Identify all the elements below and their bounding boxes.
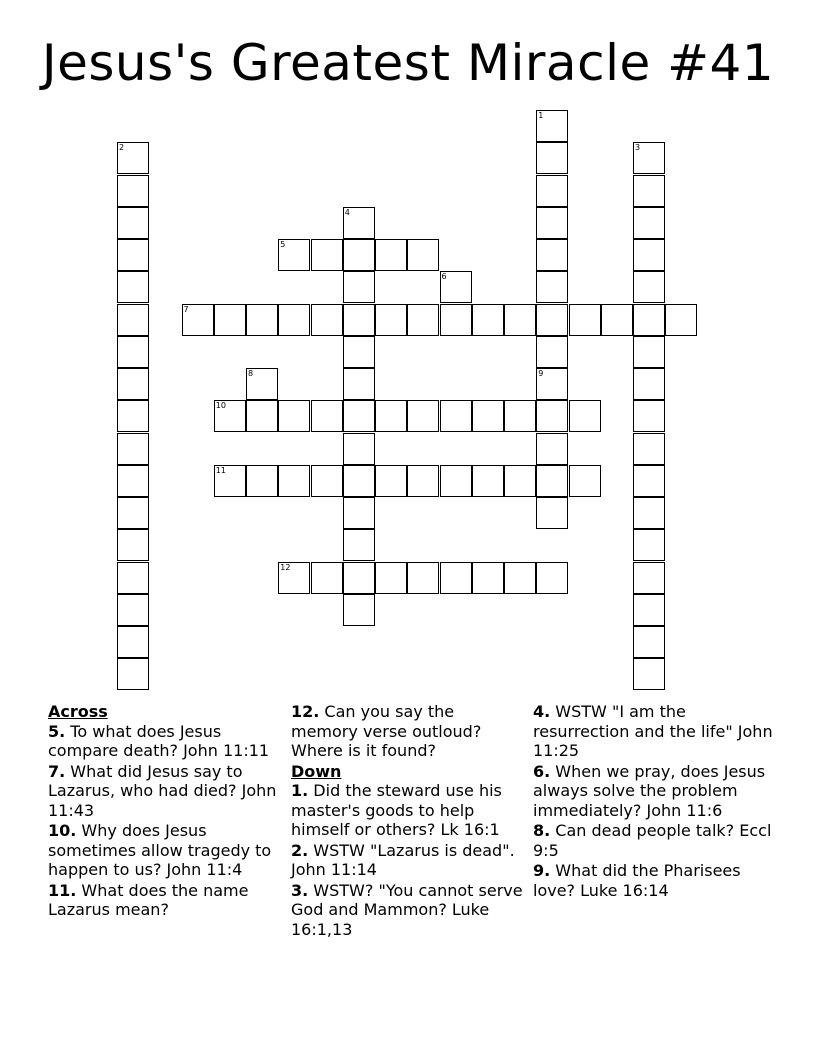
clues-column-2 (291, 702, 523, 940)
clue-item-text: What did Jesus say to Lazarus, who had died? John 11:43 (48, 761, 277, 820)
clue-item-number: 2. (291, 840, 309, 860)
clue-item (48, 881, 280, 920)
crossword-cell[interactable] (343, 207, 375, 239)
crossword-cell[interactable] (472, 562, 504, 594)
clue-item-number: 3. (291, 880, 309, 900)
clue-item-text: Can you say the memory verse outloud? Where is it found? (291, 702, 482, 760)
clue-item-text: Did the steward use his master's goods to help himself or others? Lk 16:1 (291, 781, 502, 839)
crossword-cell[interactable] (246, 465, 278, 497)
crossword-cell[interactable] (504, 562, 536, 594)
clue-item-text: To what does Jesus compare death? John 11:11 (48, 721, 270, 760)
crossword-cell[interactable] (343, 336, 375, 368)
crossword-cell[interactable] (117, 207, 149, 239)
crossword-cell[interactable] (343, 562, 375, 594)
clue-item (48, 762, 280, 821)
crossword-cell[interactable] (117, 368, 149, 400)
clue-number: 9 (538, 369, 544, 378)
crossword-cell[interactable] (633, 304, 665, 336)
crossword-cell[interactable] (278, 239, 310, 271)
crossword-cell[interactable] (246, 368, 278, 400)
crossword-cell[interactable] (278, 400, 310, 432)
crossword-cell[interactable] (536, 142, 568, 174)
crossword-cell[interactable] (311, 562, 343, 594)
crossword-cell[interactable] (343, 271, 375, 303)
crossword-cell[interactable] (407, 239, 439, 271)
clue-item (291, 702, 523, 761)
crossword-cell[interactable] (407, 400, 439, 432)
crossword-cell[interactable] (117, 626, 149, 658)
crossword-cell[interactable] (633, 465, 665, 497)
crossword-cell[interactable] (311, 304, 343, 336)
crossword-cell[interactable] (633, 239, 665, 271)
clue-item-text: WSTW "I am the resurrection and the life" John 11:25 (533, 702, 773, 760)
clue-item-number: 10. (48, 821, 77, 840)
crossword-cell[interactable] (375, 400, 407, 432)
crossword-cell[interactable] (504, 304, 536, 336)
crossword-cell[interactable] (536, 239, 568, 271)
crossword-cell[interactable] (117, 465, 149, 497)
crossword-cell[interactable] (536, 497, 568, 529)
clue-item (533, 821, 778, 860)
crossword-cell[interactable] (536, 207, 568, 239)
clue-item (48, 722, 280, 761)
crossword-cell[interactable] (117, 594, 149, 626)
crossword-cell[interactable] (343, 368, 375, 400)
clue-item-number: 7. (48, 761, 66, 781)
clue-item-text: When we pray, does Jesus always solve the problem immediately? John 11:6 (533, 761, 766, 820)
crossword-cell[interactable] (440, 271, 472, 303)
crossword-cell[interactable] (536, 562, 568, 594)
clue-number: 6 (441, 272, 447, 282)
clue-item (533, 762, 778, 821)
crossword-cell[interactable] (343, 497, 375, 529)
crossword-cell[interactable] (536, 400, 568, 432)
crossword-cell[interactable] (601, 304, 633, 336)
crossword-cell[interactable] (536, 175, 568, 207)
crossword-cell[interactable] (536, 271, 568, 303)
crossword-cell[interactable] (182, 304, 214, 336)
section-header-down: Down (291, 761, 342, 781)
crossword-cell[interactable] (311, 400, 343, 432)
clues-column-1 (48, 702, 280, 921)
crossword-cell[interactable] (214, 400, 246, 432)
crossword-cell[interactable] (117, 497, 149, 529)
crossword-cell[interactable] (407, 304, 439, 336)
crossword-cell[interactable] (278, 304, 310, 336)
crossword-cell[interactable] (633, 497, 665, 529)
crossword-cell[interactable] (214, 465, 246, 497)
clue-item (48, 821, 280, 880)
clue-item-number: 5. (48, 721, 66, 741)
crossword-cell[interactable] (117, 336, 149, 368)
crossword-cell[interactable] (343, 529, 375, 561)
crossword-cell[interactable] (375, 304, 407, 336)
clue-item-number: 8. (533, 821, 551, 840)
crossword-cell[interactable] (117, 433, 149, 465)
crossword-cell[interactable] (117, 529, 149, 561)
crossword-cell[interactable] (375, 562, 407, 594)
clue-item-number: 9. (533, 861, 551, 880)
crossword-cell[interactable] (343, 239, 375, 271)
crossword-cell[interactable] (536, 465, 568, 497)
crossword-cell[interactable] (633, 207, 665, 239)
clue-item (533, 861, 778, 900)
crossword-cell[interactable] (569, 465, 601, 497)
clue-item-number: 12. (291, 702, 320, 721)
clue-number: 11 (215, 465, 226, 475)
crossword-cell[interactable] (633, 562, 665, 594)
crossword-cell[interactable] (117, 239, 149, 271)
crossword-cell[interactable] (504, 400, 536, 432)
clue-number: 10 (215, 401, 226, 411)
section-header-across: Across (48, 702, 108, 721)
crossword-cell[interactable] (633, 626, 665, 658)
clue-item (291, 781, 523, 840)
crossword-cell[interactable] (343, 433, 375, 465)
clue-item-text: WSTW "Lazarus is dead". John 11:14 (291, 840, 515, 879)
crossword-cell[interactable] (536, 368, 568, 400)
crossword-cell[interactable] (440, 400, 472, 432)
clue-item-text: What did the Pharisees love? Luke 16:14 (533, 861, 741, 900)
crossword-cell[interactable] (536, 336, 568, 368)
puzzle-title: Jesus's Greatest Miracle #41 (41, 34, 775, 92)
crossword-cell[interactable] (633, 400, 665, 432)
crossword-cell[interactable] (117, 658, 149, 690)
clue-number: 3 (635, 143, 641, 153)
crossword-cell[interactable] (665, 304, 697, 336)
crossword-cell[interactable] (440, 465, 472, 497)
crossword-cell[interactable] (375, 465, 407, 497)
crossword-cell[interactable] (375, 239, 407, 271)
clue-item-text: Can dead people talk? Eccl 9:5 (533, 821, 772, 860)
crossword-cell[interactable] (440, 304, 472, 336)
crossword-cell[interactable] (633, 336, 665, 368)
clues-column-3 (533, 702, 778, 901)
clue-number: 12 (280, 562, 291, 572)
clue-number: 8 (248, 369, 254, 378)
crossword-cell[interactable] (633, 175, 665, 207)
crossword-cell[interactable] (536, 433, 568, 465)
crossword-cell[interactable] (633, 368, 665, 400)
crossword-cell[interactable] (246, 400, 278, 432)
crossword-cell[interactable] (311, 239, 343, 271)
crossword-cell[interactable] (311, 465, 343, 497)
clue-item-text: WSTW? "You cannot serve God and Mammon? Luke 16:1,13 (291, 880, 523, 939)
clue-item (291, 881, 523, 940)
clue-item-number: 4. (533, 702, 551, 721)
crossword-cell[interactable] (536, 110, 568, 142)
clue-item-number: 6. (533, 761, 551, 781)
clue-item-text: Why does Jesus sometimes allow tragedy to happen to us? John 11:4 (48, 821, 272, 879)
clue-item-text: What does the name Lazarus mean? (48, 880, 249, 919)
crossword-cell[interactable] (633, 658, 665, 690)
clue-item (533, 702, 778, 761)
crossword-cell[interactable] (117, 562, 149, 594)
crossword-cell[interactable] (343, 594, 375, 626)
crossword-cell[interactable] (214, 304, 246, 336)
crossword-cell[interactable] (569, 400, 601, 432)
crossword-cell[interactable] (117, 400, 149, 432)
crossword-cell[interactable] (569, 304, 601, 336)
crossword-cell[interactable] (633, 142, 665, 174)
crossword-cell[interactable] (278, 465, 310, 497)
clue-item (291, 841, 523, 880)
clue-item-number: 1. (291, 781, 309, 800)
crossword-cell[interactable] (472, 400, 504, 432)
crossword-cell[interactable] (633, 529, 665, 561)
clue-number: 1 (538, 111, 544, 120)
crossword-cell[interactable] (343, 304, 375, 336)
crossword-cell[interactable] (278, 562, 310, 594)
crossword-cell[interactable] (117, 304, 149, 336)
crossword-cell[interactable] (536, 304, 568, 336)
clue-number: 5 (280, 240, 286, 249)
crossword-cell[interactable] (343, 465, 375, 497)
crossword-cell[interactable] (440, 562, 472, 594)
crossword-cell[interactable] (633, 271, 665, 303)
clue-number: 2 (119, 143, 125, 153)
clue-number: 4 (344, 207, 350, 217)
crossword-cell[interactable] (504, 465, 536, 497)
crossword-cell[interactable] (633, 433, 665, 465)
crossword-cell[interactable] (472, 304, 504, 336)
crossword-cell[interactable] (117, 175, 149, 207)
crossword-cell[interactable] (246, 304, 278, 336)
crossword-cell[interactable] (472, 465, 504, 497)
crossword-cell[interactable] (117, 271, 149, 303)
crossword-cell[interactable] (407, 465, 439, 497)
crossword-cell[interactable] (407, 562, 439, 594)
crossword-cell[interactable] (117, 142, 149, 174)
clue-item-number: 11. (48, 880, 77, 900)
crossword-cell[interactable] (343, 400, 375, 432)
crossword-cell[interactable] (633, 594, 665, 626)
clue-number: 7 (183, 304, 189, 314)
